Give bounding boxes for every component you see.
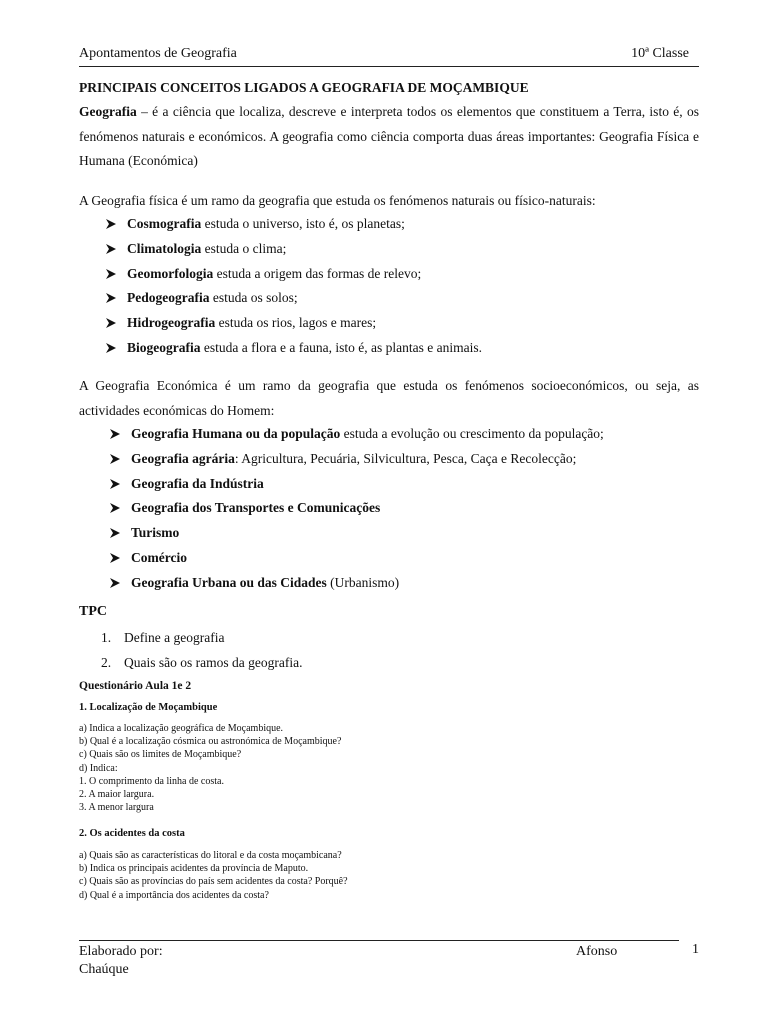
- page-number: 1: [692, 942, 699, 957]
- item-term: Pedogeografia: [127, 290, 210, 306]
- item-term: Geomorfologia: [127, 265, 214, 281]
- fisica-list: [127, 214, 482, 363]
- arrow-bullet-icon: [105, 317, 117, 329]
- item-term: Geografia Humana ou da população: [131, 426, 341, 441]
- economica-list: [131, 424, 604, 598]
- item-term: Hidrogeografia: [127, 315, 216, 331]
- economica-intro: A Geografia Económica é um ramo da geografia que estuda os fenómenos socioeconómicos, ou seja, as actividades económicas do Homem:: [79, 378, 699, 418]
- arrow-bullet-icon: [105, 342, 117, 354]
- arrow-bullet-icon: [105, 292, 117, 304]
- item-term: Climatologia: [127, 240, 202, 256]
- list-item: [131, 449, 604, 474]
- question-line: a) Quais são as características do litoral e da costa moçambicana?: [79, 850, 342, 861]
- list-item: [101, 628, 302, 653]
- question-line: b) Indica os principais acidentes da província de Maputo.: [79, 863, 309, 875]
- item-desc: estuda o universo, isto é, os planetas;: [201, 216, 405, 231]
- section-title: 1. Localização de Moçambique: [79, 702, 218, 713]
- item-term: Geografia da Indústria: [131, 475, 264, 491]
- arrow-bullet-icon: [109, 552, 121, 564]
- footer-author-first: Afonso: [576, 944, 618, 959]
- arrow-bullet-icon: [109, 527, 121, 539]
- item-text: Quais são os ramos da geografia.: [124, 654, 303, 670]
- list-item: [127, 214, 482, 239]
- item-text: Define a geografia: [124, 630, 225, 645]
- page-header: [79, 46, 699, 67]
- list-item: [127, 288, 482, 313]
- fisica-intro: A Geografia física é um ramo da geografia que estuda os fenómenos naturais ou físico-naturais:: [79, 193, 596, 208]
- arrow-bullet-icon: [109, 453, 121, 465]
- list-item: [131, 573, 604, 598]
- intro-text: – é a ciência que localiza, descreve e interpreta todos os elementos que constituem a Terra, isto é, os fenómenos naturais e económicos. A geografia como ciência comporta duas áreas importantes: Geografia Física e Humana (Económica): [79, 104, 699, 168]
- intro-term: Geografia: [79, 104, 137, 119]
- list-item: [127, 338, 482, 363]
- list-item: [131, 523, 604, 548]
- item-desc: estuda a origem das formas de relevo;: [213, 265, 422, 281]
- item-number: 2.: [101, 654, 112, 670]
- footer-divider: [79, 940, 679, 941]
- arrow-bullet-icon: [109, 428, 121, 440]
- list-item: [127, 264, 482, 289]
- arrow-bullet-icon: [105, 243, 117, 255]
- question-line: d) Indica:: [79, 762, 118, 774]
- item-term: Geografia Urbana ou das Cidades: [131, 574, 327, 590]
- item-term: Biogeografia: [127, 339, 201, 355]
- question-line: d) Qual é a importância dos acidentes da costa?: [79, 889, 269, 901]
- item-desc: estuda o clima;: [201, 240, 287, 256]
- list-item: [131, 424, 604, 449]
- item-desc: (Urbanismo): [326, 574, 400, 590]
- question-line: 2. A maior largura.: [79, 789, 155, 801]
- tpc-heading: TPC: [79, 604, 107, 619]
- item-number: 1.: [101, 630, 112, 645]
- footer-author-last: Chaúque: [79, 962, 129, 977]
- question-line: c) Quais são as províncias do país sem acidentes da costa? Porquê?: [79, 876, 348, 888]
- item-desc: : Agricultura, Pecuária, Silvicultura, Pesca, Caça e Recolecção;: [234, 450, 577, 466]
- tpc-list: [101, 628, 302, 677]
- item-desc: estuda os solos;: [209, 290, 298, 306]
- item-term: Geografia dos Transportes e Comunicações: [131, 500, 381, 516]
- header-class: 10ª Classe: [631, 46, 689, 61]
- item-term: Geografia agrária: [131, 450, 235, 466]
- arrow-bullet-icon: [109, 502, 121, 514]
- page-title: PRINCIPAIS CONCEITOS LIGADOS A GEOGRAFIA DE MOÇAMBIQUE: [79, 80, 529, 95]
- arrow-bullet-icon: [105, 268, 117, 280]
- item-term: Comércio: [131, 549, 187, 565]
- question-line: 1. O comprimento da linha de costa.: [79, 775, 224, 787]
- item-desc: estuda os rios, lagos e mares;: [215, 315, 377, 331]
- question-line: c) Quais são os limites de Moçambique?: [79, 749, 242, 761]
- arrow-bullet-icon: [105, 218, 117, 230]
- list-item: [127, 239, 482, 264]
- questionario-title: Questionário Aula 1e 2: [79, 680, 192, 692]
- arrow-bullet-icon: [109, 478, 121, 490]
- question-line: 3. A menor largura: [79, 802, 154, 814]
- item-term: Cosmografia: [127, 216, 202, 231]
- list-item: [131, 498, 604, 523]
- list-item: [131, 548, 604, 573]
- section-title: 2. Os acidentes da costa: [79, 828, 185, 839]
- intro-paragraph: [79, 100, 699, 174]
- list-item: [127, 313, 482, 338]
- item-term: Turismo: [131, 525, 180, 541]
- arrow-bullet-icon: [109, 577, 121, 589]
- item-desc: estuda a evolução ou crescimento da população;: [340, 426, 604, 441]
- question-line: b) Qual é a localização cósmica ou astronómica de Moçambique?: [79, 736, 342, 748]
- question-list: [79, 849, 348, 902]
- list-item: [101, 653, 302, 678]
- question-list: [79, 722, 341, 814]
- header-subject: Apontamentos de Geografia: [79, 46, 237, 61]
- item-desc: estuda a flora e a fauna, isto é, as plantas e animais.: [200, 339, 483, 355]
- question-line: a) Indica a localização geográfica de Moçambique.: [79, 723, 284, 734]
- list-item: [131, 474, 604, 499]
- footer-label: Elaborado por:: [79, 944, 163, 959]
